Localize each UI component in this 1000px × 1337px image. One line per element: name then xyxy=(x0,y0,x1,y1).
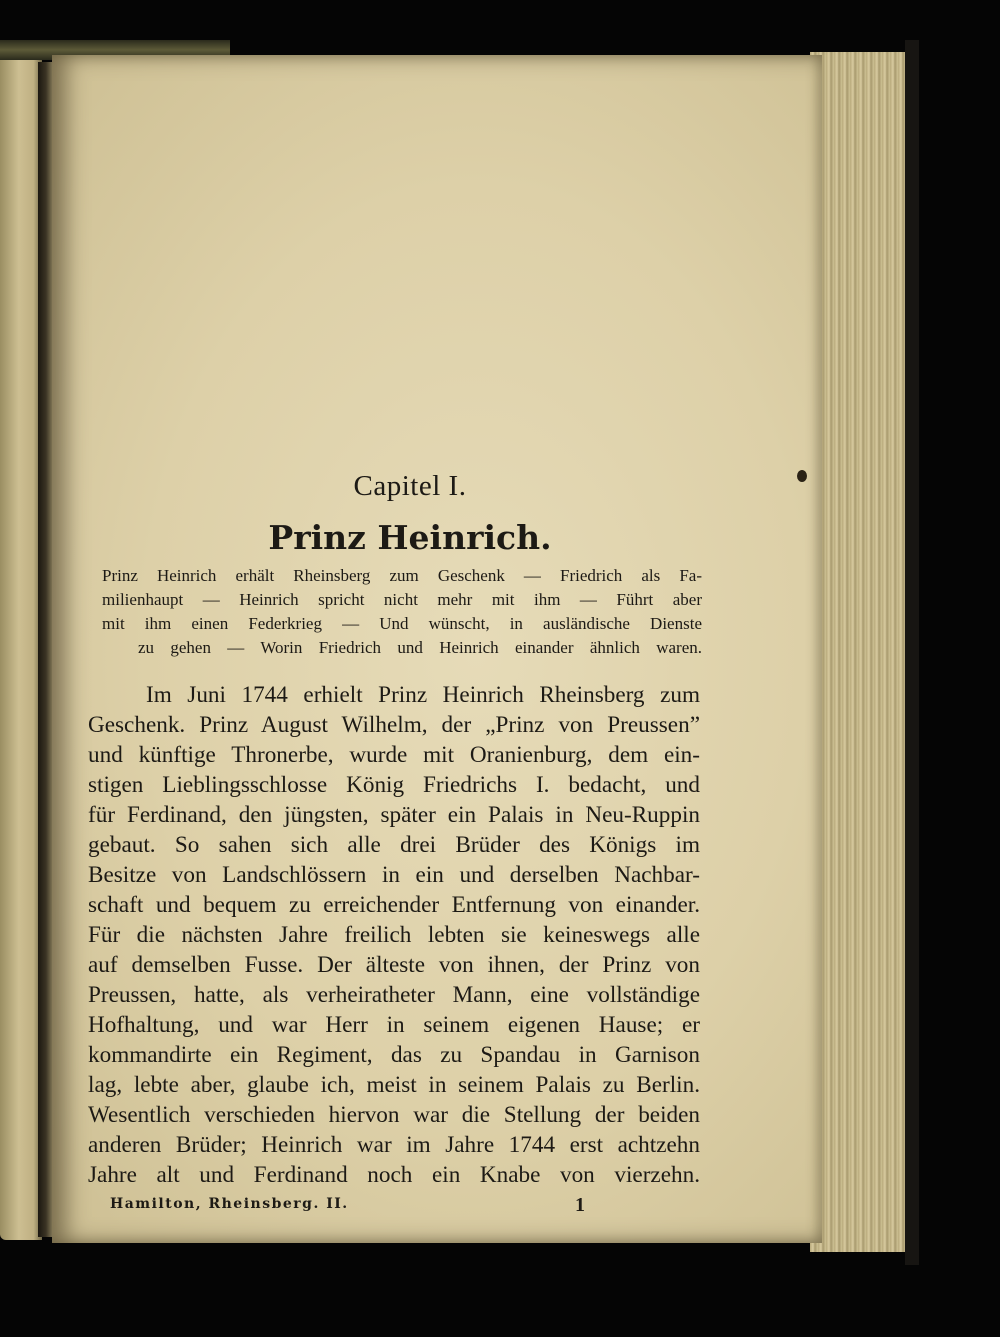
body-line: Wesentlich verschieden hiervon war die Stellung der beiden xyxy=(88,1102,700,1128)
body-line: auf demselben Fusse. Der älteste von ihnen, der Prinz von xyxy=(88,952,700,978)
body-line: lag, lebte aber, glaube ich, meist in seinem Palais zu Berlin. xyxy=(88,1072,700,1098)
summary-line: mit ihm einen Federkrieg — Und wünscht, in ausländische Dienste xyxy=(102,614,702,633)
page-block-edge xyxy=(810,52,915,1252)
body-line: Im Juni 1744 erhielt Prinz Heinrich Rheinsberg zum xyxy=(146,682,700,708)
body-line: stigen Lieblingsschlosse König Friedrichs I. bedacht, und xyxy=(88,772,700,798)
ink-spot xyxy=(797,470,807,482)
body-line: Preussen, hatte, als verheiratheter Mann, eine vollständige xyxy=(88,982,700,1008)
body-line: kommandirte ein Regiment, das zu Spandau in Garnison xyxy=(88,1042,700,1068)
body-text xyxy=(88,680,700,1190)
summary-line: zu gehen — Worin Friedrich und Heinrich einander ähnlich waren. xyxy=(138,638,702,657)
body-line: Jahre alt und Ferdinand noch ein Knabe von vierzehn. xyxy=(88,1162,700,1188)
body-line: gebaut. So sahen sich alle drei Brüder des Königs im xyxy=(88,832,700,858)
body-line: und künftige Thronerbe, wurde mit Oranienburg, dem ein- xyxy=(88,742,700,768)
body-line: Für die nächsten Jahre freilich lebten sie keineswegs alle xyxy=(88,922,700,948)
previous-page-edge xyxy=(0,60,42,1240)
page-number: 1 xyxy=(575,1194,585,1216)
body-line: anderen Brüder; Heinrich war im Jahre 1744 erst achtzehn xyxy=(88,1132,700,1158)
chapter-summary xyxy=(102,564,702,660)
book-cover-edge xyxy=(905,40,919,1265)
body-line: schaft und bequem zu erreichender Entfernung von einander. xyxy=(88,892,700,918)
chapter-label: Capitel I. xyxy=(353,470,467,502)
body-line: für Ferdinand, den jüngsten, später ein Palais in Neu-Ruppin xyxy=(88,802,700,828)
body-line: Besitze von Landschlössern in ein und derselben Nachbar- xyxy=(88,862,700,888)
printer-signature: Hamilton, Rheinsberg. II. xyxy=(110,1196,349,1212)
body-line: Hofhaltung, und war Herr in seinem eigenen Hause; er xyxy=(88,1012,700,1038)
body-line: Geschenk. Prinz August Wilhelm, der „Prinz von Preussen” xyxy=(88,712,700,738)
summary-line: milienhaupt — Heinrich spricht nicht mehr mit ihm — Führt aber xyxy=(102,590,702,609)
chapter-title: Prinz Heinrich. xyxy=(268,518,552,557)
summary-line: Prinz Heinrich erhält Rheinsberg zum Geschenk — Friedrich als Fa- xyxy=(102,566,702,585)
